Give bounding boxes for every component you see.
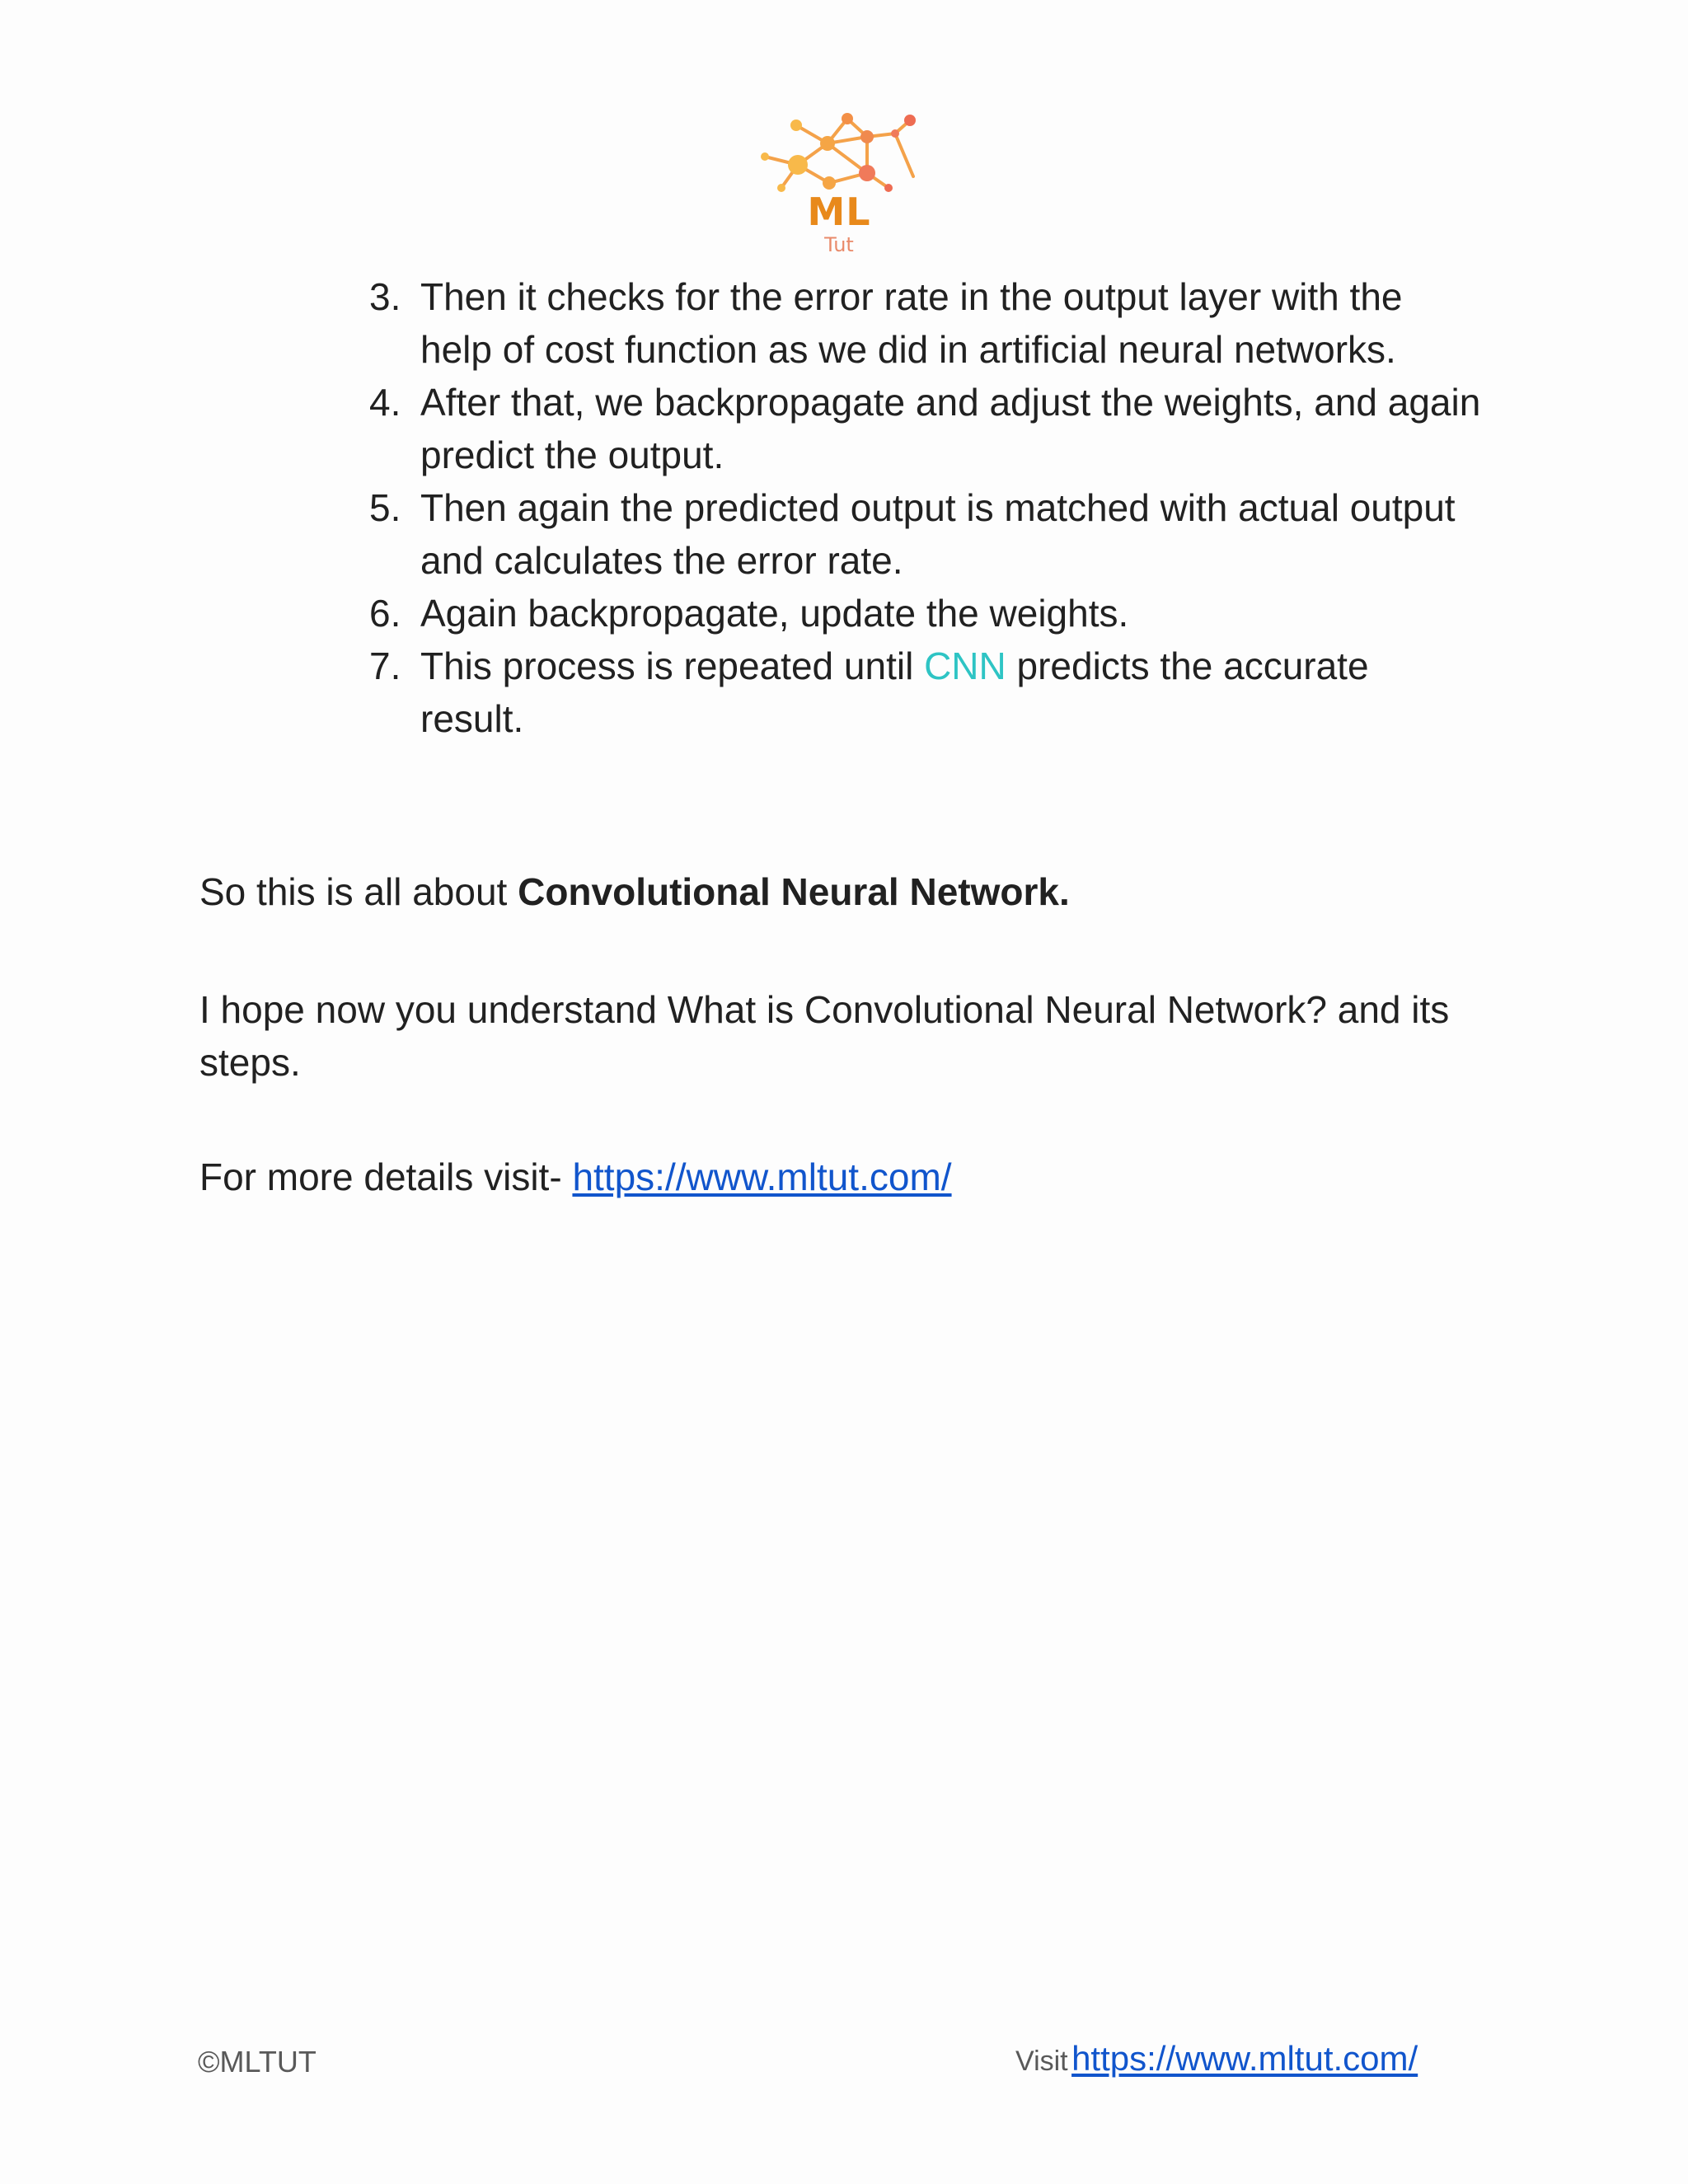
logo-text: ML	[807, 190, 871, 234]
footer-copyright: ©MLTUT	[198, 2045, 316, 2079]
footer-visit-label: Visit	[1015, 2046, 1068, 2077]
list-number: 5.	[369, 486, 401, 529]
list-item-text-after: predicts the accurate result.	[420, 644, 1369, 740]
neural-network-icon	[757, 102, 921, 193]
more-details-paragraph	[199, 1151, 1518, 1203]
summary-bold: Convolutional Neural Network.	[518, 870, 1070, 913]
list-item	[369, 587, 1482, 640]
list-item	[369, 376, 1482, 481]
cnn-highlight: CNN	[924, 644, 1006, 687]
list-item	[369, 481, 1482, 587]
summary-paragraph	[199, 865, 1518, 918]
mltut-logo	[757, 102, 921, 267]
list-number: 3.	[369, 275, 401, 318]
mltut-link[interactable]: https://www.mltut.com/	[572, 1155, 952, 1198]
list-item-text: After that, we backpropagate and adjust the weights, and again predict the output.	[420, 381, 1481, 476]
list-number: 7.	[369, 644, 401, 687]
list-item-text: Then again the predicted output is matched with actual output and calculates the error rate.	[420, 486, 1456, 582]
list-item-text: Then it checks for the error rate in the output layer with the help of cost function as we did in artificial neural networks.	[420, 275, 1403, 371]
list-item-text-before: This process is repeated until	[420, 644, 925, 687]
list-item-text: Again backpropagate, update the weights.	[420, 592, 1129, 635]
list-number: 6.	[369, 592, 401, 635]
hope-paragraph: I hope now you understand What is Convolutional Neural Network? and its steps.	[199, 988, 1450, 1084]
logo-subtext: Tut	[824, 233, 854, 256]
footer-visit	[1015, 2036, 1418, 2090]
steps-list	[369, 270, 1482, 745]
summary-prefix: So this is all about	[199, 870, 518, 913]
list-number: 4.	[369, 381, 401, 424]
footer-link[interactable]: https://www.mltut.com/	[1071, 2039, 1418, 2078]
list-item	[369, 270, 1482, 376]
list-item	[369, 640, 1482, 745]
more-details-label: For more details visit-	[199, 1155, 573, 1198]
